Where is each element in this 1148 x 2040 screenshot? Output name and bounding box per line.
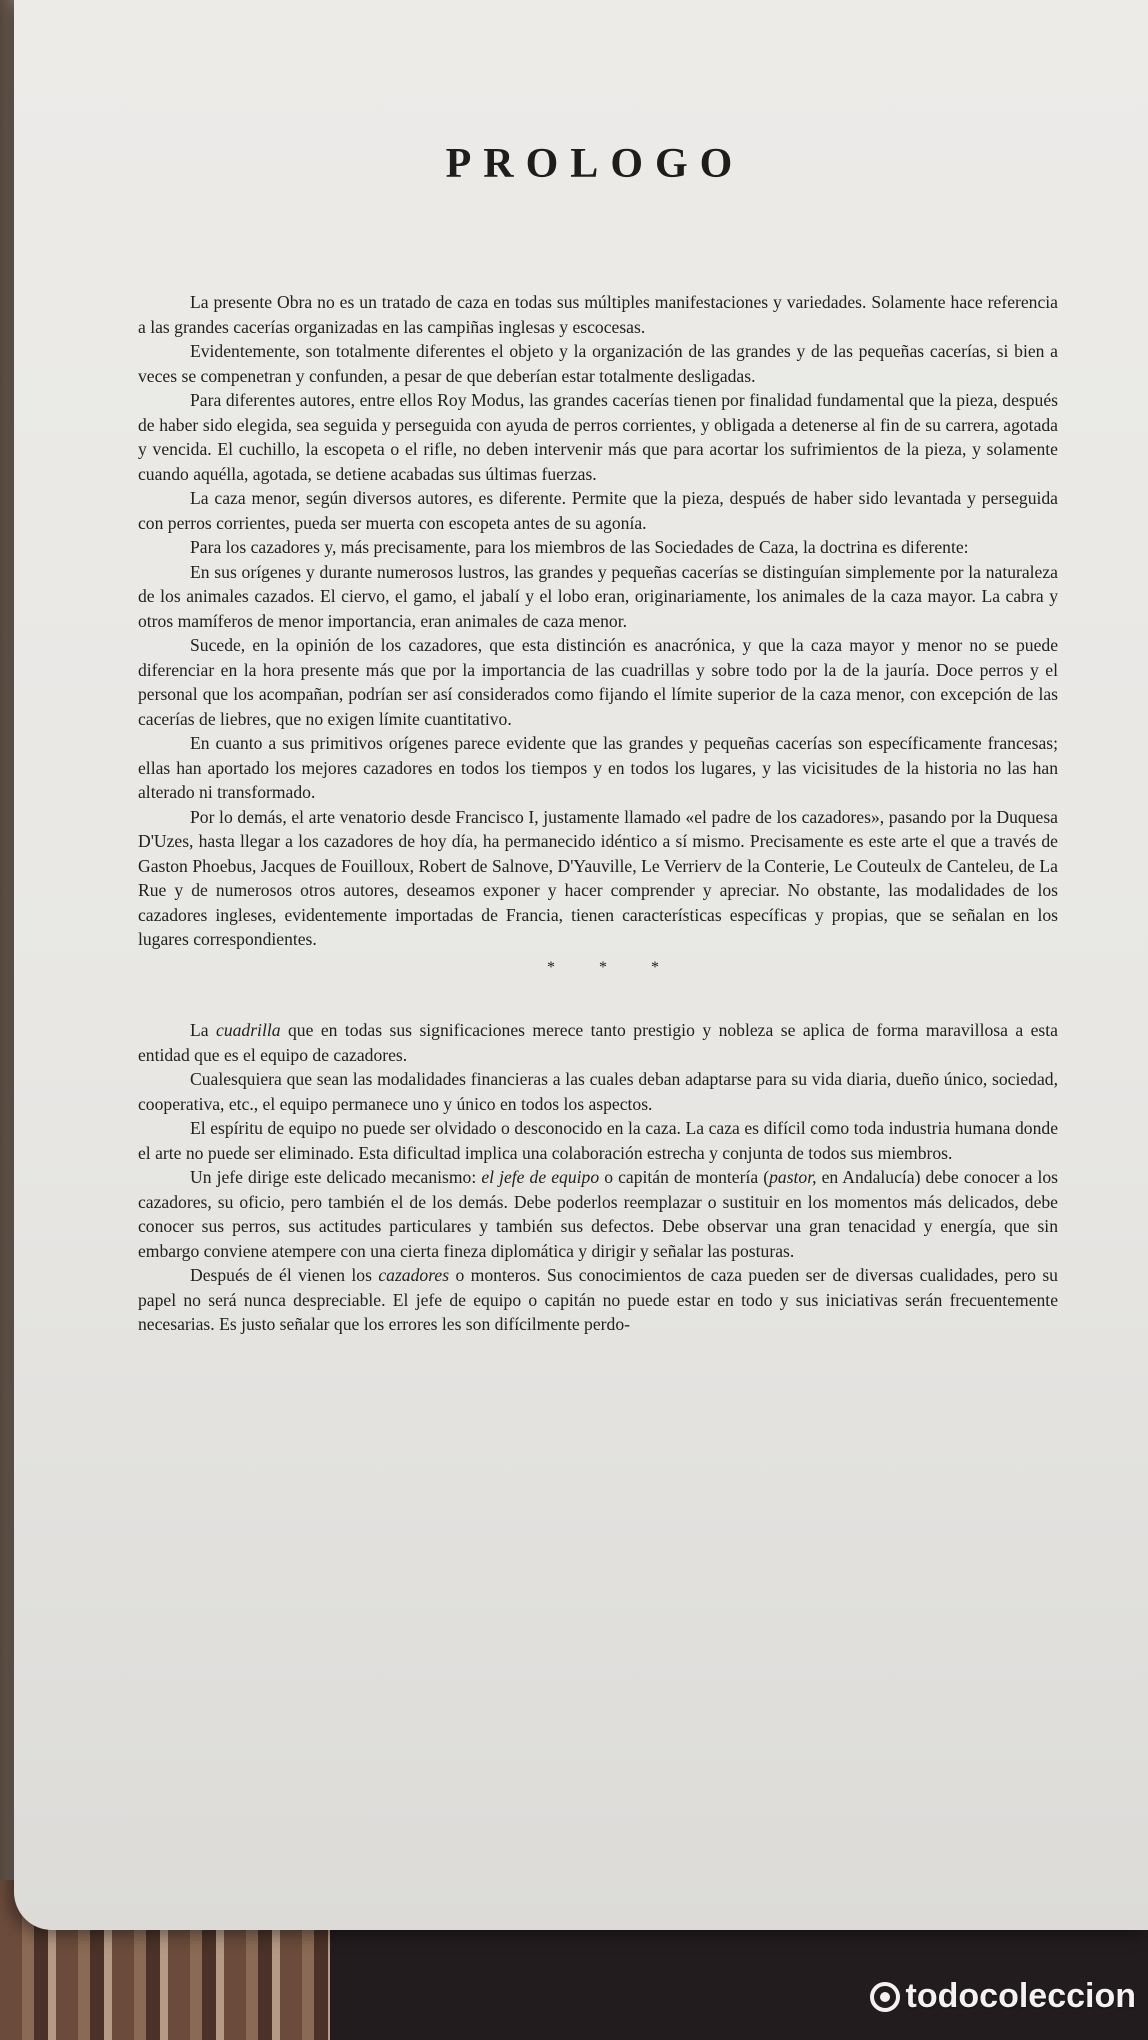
section-separator: * * *: [547, 958, 679, 976]
paragraph: Sucede, en la opinión de los cazadores, que esta distinción es anacrónica, y que la caza mayor y menor no se puede diferenciar en la hora presente más que por la importancia de las cuadrillas y sobre todo por la de la jauría. Doce perros y el personal que los acompañan, podrían ser así considerados como fijando el límite superior de la caza menor, con excepción de las cacerías de liebres, que no exigen límite cuantitativo.: [138, 635, 1058, 729]
page-title: PROLOGO: [445, 141, 745, 187]
paragraph: Para diferentes autores, entre ellos Roy Modus, las grandes cacerías tienen por finalidad fundamental que la pieza, después de haber sido elegida, sea seguida y perseguida con ayuda de perros corrientes, y obligada a detenerse al fin de su carrera, agotada y vencida. El cuchillo, la escopeta o el rifle, no deben intervenir más que para acortar los sufrimientos de la pieza, y solamente cuando aquélla, agotada, se detiene acabadas sus últimas fuerzas.: [138, 390, 1058, 484]
italic-term: cazadores: [378, 1265, 450, 1285]
paragraph: En sus orígenes y durante numerosos lustros, las grandes y pequeñas cacerías se distinguían simplemente por la naturaleza de los animales cazados. El ciervo, el gamo, el jabalí y el lobo eran, originariamente, los animales de la caza mayor. La cabra y otros mamíferos de menor importancia, eran animales de caza menor.: [138, 561, 1058, 631]
paragraph: El espíritu de equipo no puede ser olvidado o desconocido en la caza. La caza es difícil como toda industria humana donde el arte no puede ser eliminado. Esta dificultad implica una colaboración estrecha y conjunta de todos sus miembros.: [138, 1118, 1058, 1163]
watermark-text: todocoleccion: [905, 1977, 1136, 2015]
paragraph-jefe: [138, 1165, 1058, 1263]
todocoleccion-logo-icon: [870, 1982, 900, 2012]
text-run: o monteros. Sus conocimientos de caza pueden ser de diversas cualidades, pero su papel no será nunca despreciable. El jefe de equipo o capitán no puede estar en todo y sus iniciativas serán frecuentemente necesarias. Es justo señalar que los errores les son difícilmente perdo-: [138, 1265, 1058, 1334]
text-run: La: [190, 1020, 217, 1040]
paragraph-cuadrilla: [138, 1018, 1058, 1067]
paragraph: La presente Obra no es un tratado de caza en todas sus múltiples manifestaciones y variedades. Solamente hace referencia a las grandes cacerías organizadas en las campiñas inglesas y escocesas.: [138, 292, 1058, 337]
text-run: Después de él vienen los: [190, 1265, 379, 1285]
text-run: en Andalucía) debe conocer a los cazadores, su oficio, pero también el de los demás. Debe poderlos reemplazar o sustituir en los momentos más delicados, debe conocer sus perros, sus actitudes particulares y también sus defectos. Debe observar una gran tenacidad y energía, que sin embargo conviene atempere con una cierta fineza diplomática y dirigir y señalar las posturas.: [138, 1167, 1058, 1261]
paragraph: Cualesquiera que sean las modalidades financieras a las cuales deban adaptarse para su vida diaria, dueño único, sociedad, cooperativa, etc., el equipo permanece uno y único en todos los aspectos.: [138, 1069, 1058, 1114]
prologue-body: [138, 290, 1058, 1337]
paragraph: Evidentemente, son totalmente diferentes el objeto y la organización de las grandes y de las pequeñas cacerías, si bien a veces se compenetran y confunden, a pesar de que deberían estar totalmente desligadas.: [138, 341, 1058, 386]
watermark: [870, 1977, 1136, 2016]
paragraph: En cuanto a sus primitivos orígenes parece evidente que las grandes y pequeñas cacerías son específicamente francesas; ellas han aportado los mejores cazadores en todos los tiempos y en todos los lugares, y las vicisitudes de la historia no las han alterado ni transformado.: [138, 733, 1058, 802]
paragraph: Por lo demás, el arte venatorio desde Francisco I, justamente llamado «el padre de los cazadores», pasando por la Duquesa D'Uzes, hasta llegar a los cazadores de hoy día, ha permanecido idéntico a sí mismo. Precisamente es este arte el que a través de Gaston Phoebus, Jacques de Fouilloux, Robert de Salnove, D'Yauville, Le Verrierv de la Conterie, Le Couteulx de Canteleu, de La Rue y de numerosos otros autores, deseamos exponer y hacer comprender y apreciar. No obstante, las modalidades de los cazadores ingleses, evidentemente importadas de Francia, tienen características específicas y propias, que se señalan en los lugares correspondientes.: [138, 806, 1058, 949]
italic-term: pastor,: [769, 1167, 817, 1187]
italic-term: el jefe de equipo: [481, 1167, 600, 1187]
text-run: o capitán de montería (: [599, 1167, 770, 1187]
paragraph: La caza menor, según diversos autores, es diferente. Permite que la pieza, después de haber sido levantada y perseguida con perros corrientes, pueda ser muerta con escopeta antes de su agonía.: [138, 488, 1058, 533]
text-run: Un jefe dirige este delicado mecanismo:: [190, 1167, 482, 1187]
text-run: que en todas sus significaciones merece tanto prestigio y nobleza se aplica de forma maravillosa a esta entidad que es el equipo de cazadores.: [138, 1020, 1058, 1065]
paragraph: Para los cazadores y, más precisamente, para los miembros de las Sociedades de Caza, la doctrina es diferente:: [190, 537, 969, 557]
italic-term: cuadrilla: [216, 1020, 281, 1040]
paragraph-despues: [138, 1263, 1058, 1337]
